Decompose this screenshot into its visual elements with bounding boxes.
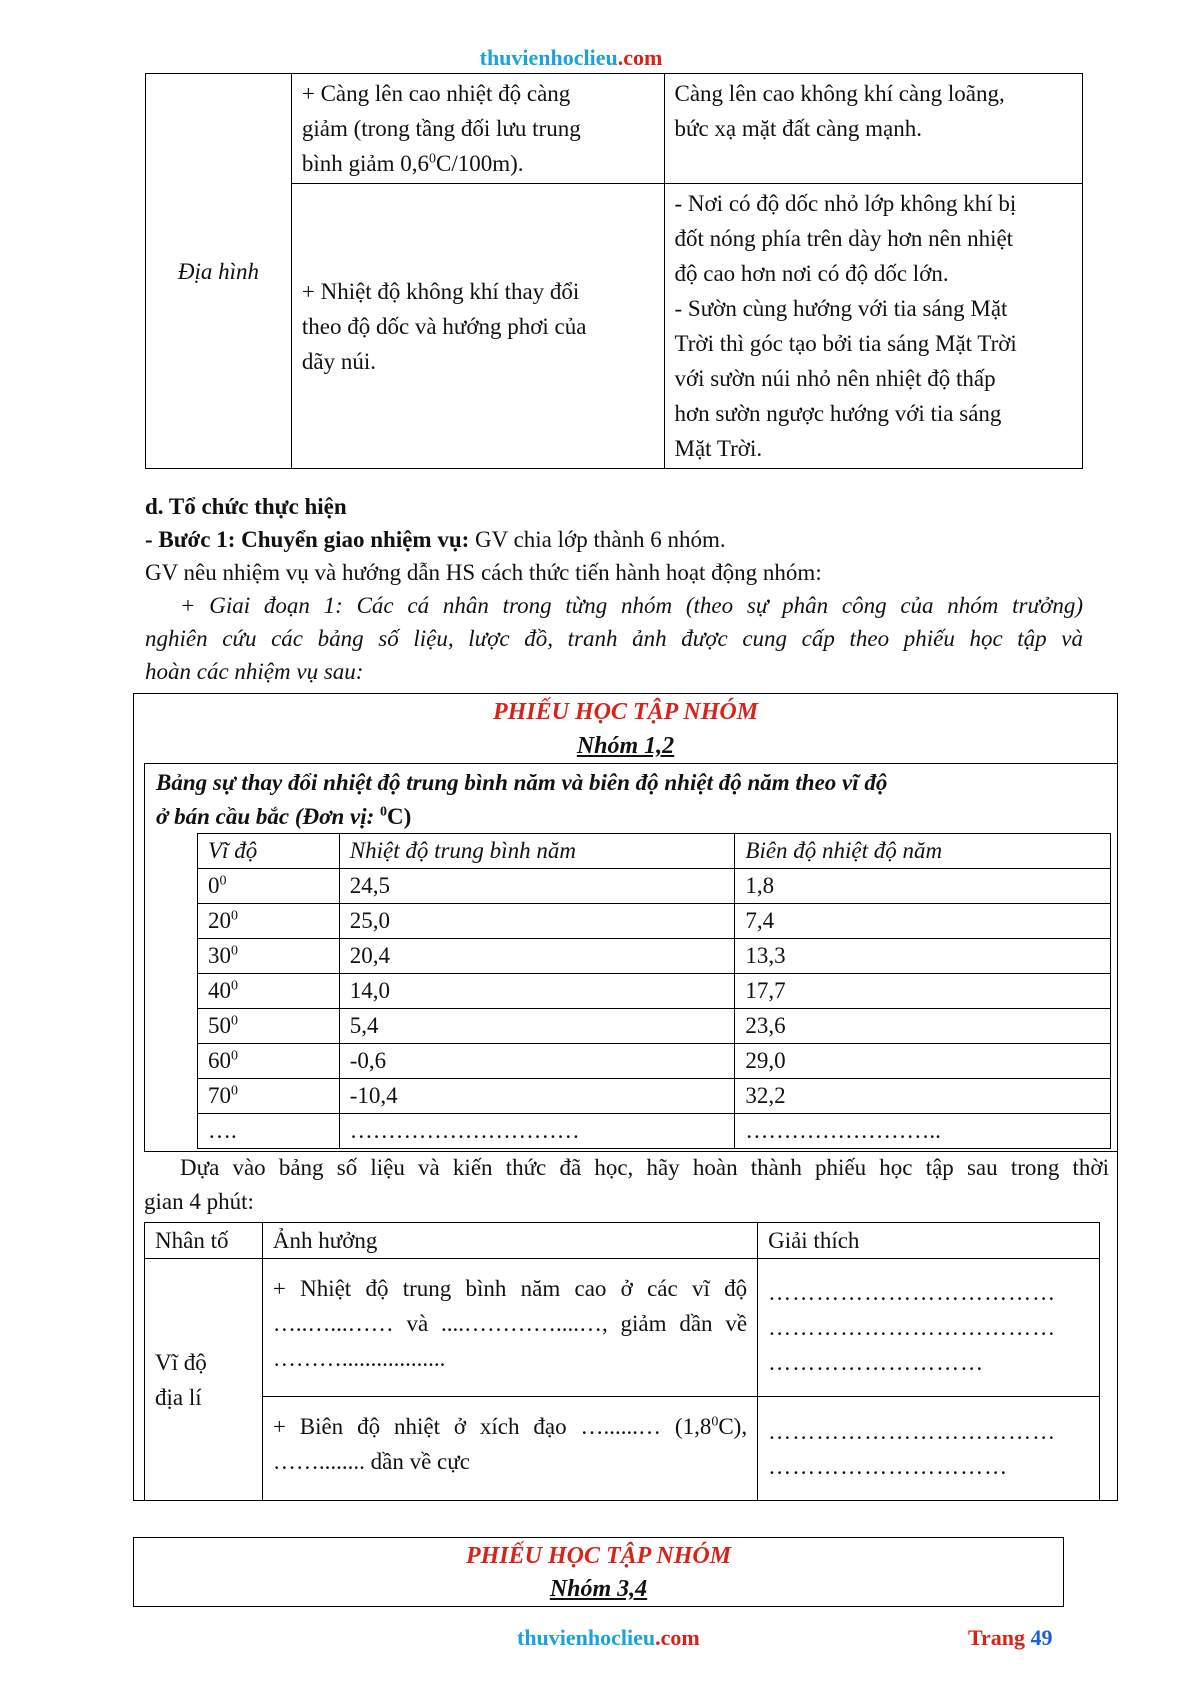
site-name-part1: thuvienhoclieu xyxy=(479,45,618,70)
task-instruction xyxy=(144,1151,1109,1219)
effect-line: + Biên độ nhiệt ở xích đạo …......… $(1,8^0C)$, xyxy=(272,1414,748,1439)
phase1-line: nghiên cứu các bảng số liệu, lược đồ, tranh ảnh được cung cấp theo phiếu học tập và xyxy=(145,626,1083,651)
step1-line xyxy=(145,523,1083,556)
page-number xyxy=(968,1625,1053,1651)
explain-line: - Sườn cùng hướng với tia sáng Mặt xyxy=(674,296,1008,321)
col-header-avg-temp: Nhiệt độ trung bình năm xyxy=(339,834,735,869)
section-heading: d. Tổ chức thực hiện xyxy=(145,494,347,519)
effect-cell xyxy=(291,184,664,469)
explain-cell xyxy=(664,74,1083,184)
factor-line: địa lí xyxy=(155,1384,202,1410)
instruction-line: Dựa vào bảng số liệu và kiến thức đã học, hãy hoàn thành phiếu học tập sau trong thời xyxy=(180,1155,1109,1180)
explain-line: bức xạ mặt đất càng mạnh. xyxy=(674,116,922,141)
explain-line: đốt nóng phía trên dày hơn nên nhiệt xyxy=(674,226,1014,251)
step1-text: GV chia lớp thành 6 nhóm. xyxy=(469,527,726,552)
worksheet-group-1-2 xyxy=(133,693,1118,1501)
table-row: $30^0$ 20,4 13,3 xyxy=(198,939,1111,974)
table-row: $70^0$ -10,4 32,2 xyxy=(198,1079,1111,1114)
table-row: $0^0$ 24,5 1,8 xyxy=(198,869,1111,904)
explain-line: Càng lên cao không khí càng loãng, xyxy=(674,81,1005,106)
effect-line: + Nhiệt độ không khí thay đổi xyxy=(301,278,580,304)
blank-line: ……………………… xyxy=(768,1350,985,1375)
blank-line: ……………………………… xyxy=(768,1280,1057,1305)
effect-line: …..…...…… và ....…………....…, giảm dần về xyxy=(272,1311,748,1336)
caption-line-1: Bảng sự thay đổi nhiệt độ trung bình năm và biên độ nhiệt độ năm theo vĩ độ xyxy=(156,770,888,795)
phase1-line: + Giai đoạn 1: Các cá nhân trong từng nhóm (theo sự phân công của nhóm trưởng) xyxy=(180,593,1083,618)
explain-line: hơn sườn ngược hướng với tia sáng xyxy=(674,401,1002,426)
task-explain-cell xyxy=(758,1397,1100,1501)
site-name-part1: thuvienhoclieu xyxy=(517,1625,656,1650)
table-caption xyxy=(156,766,887,834)
effect-line: ……….................. xyxy=(272,1346,446,1371)
task-table xyxy=(144,1222,1100,1501)
instruction-line: GV nêu nhiệm vụ và hướng dẫn HS cách thức tiến hành hoạt động nhóm: xyxy=(145,560,822,585)
blank-line: ……………………………… xyxy=(768,1418,1057,1444)
site-name-part2: .com xyxy=(655,1625,700,1650)
explain-line: với sườn núi nhỏ nên nhiệt độ thấp xyxy=(674,366,996,391)
page-num: 49 xyxy=(1030,1625,1053,1650)
table-row: $40^0$ 14,0 17,7 xyxy=(198,974,1111,1009)
blank-line: ……………………………… xyxy=(768,1315,1057,1340)
table-header-row xyxy=(198,834,1111,869)
task-factor-cell xyxy=(145,1259,263,1501)
explain-line: Mặt Trời. xyxy=(674,436,763,461)
effect-line: dãy núi. xyxy=(301,348,376,374)
table-row: $50^0$ 5,4 23,6 xyxy=(198,1009,1111,1044)
table-row: $20^0$ 25,0 7,4 xyxy=(198,904,1111,939)
worksheet-title: PHIẾU HỌC TẬP NHÓM xyxy=(465,1543,732,1569)
task-header-row xyxy=(145,1223,1100,1259)
explain-line: - Nơi có độ dốc nhỏ lớp không khí bị xyxy=(674,191,1017,216)
effect-line: + Càng lên cao nhiệt độ càng xyxy=(301,81,571,106)
phase1-line: hoàn các nhiệm vụ sau: xyxy=(145,659,364,684)
factor-line: Vĩ độ xyxy=(155,1349,207,1375)
task-effect-cell xyxy=(262,1259,757,1397)
worksheet-group-3-4 xyxy=(133,1537,1064,1607)
effect-line: + Nhiệt độ trung bình năm cao ở các vĩ độ xyxy=(272,1276,748,1301)
footer-site-name xyxy=(517,1625,700,1651)
step1-label: - Bước 1: Chuyển giao nhiệm vụ: xyxy=(145,527,470,552)
caption-line-2: ở bán cầu bắc (Đơn vị: $^0$C) xyxy=(156,804,412,829)
factor-terrain: Địa hình xyxy=(177,258,259,284)
explain-line: độ cao hơn nơi có độ dốc lớn. xyxy=(674,261,949,286)
effect-cell xyxy=(291,74,664,184)
header-site-name xyxy=(0,45,1142,71)
terrain-table xyxy=(145,73,1083,469)
effect-line: theo độ dốc và hướng phơi của xyxy=(301,313,587,339)
worksheet-group-label: Nhóm 1,2 xyxy=(576,733,675,759)
page-label: Trang xyxy=(968,1625,1031,1650)
instruction-line: gian 4 phút: xyxy=(144,1189,254,1214)
col-header-explain: Giải thích xyxy=(758,1223,1100,1259)
col-header-factor: Nhân tố xyxy=(145,1223,263,1259)
col-header-amplitude: Biên độ nhiệt độ năm xyxy=(735,834,1111,869)
factor-cell xyxy=(146,74,292,469)
blank-line: ………………………… xyxy=(768,1453,1009,1479)
effect-line: ……........ dần về cực xyxy=(272,1449,470,1474)
worksheet-title: PHIẾU HỌC TẬP NHÓM xyxy=(492,699,759,725)
explain-line: Trời thì góc tạo bởi tia sáng Mặt Trời xyxy=(674,331,1017,356)
explain-cell xyxy=(664,184,1083,469)
table-row: …. ………………………… …………………….. xyxy=(198,1114,1111,1149)
effect-line: giảm (trong tầng đối lưu trung xyxy=(301,116,581,141)
task-effect-cell xyxy=(262,1397,757,1501)
col-header-latitude: Vĩ độ xyxy=(198,834,340,869)
task-explain-cell xyxy=(758,1259,1100,1397)
effect-line: bình giảm $0,6^0C/100m$). xyxy=(301,151,524,176)
worksheet-group-label: Nhóm 3,4 xyxy=(549,1576,648,1602)
site-name-part2: .com xyxy=(617,45,663,70)
col-header-effect: Ảnh hưởng xyxy=(262,1223,757,1259)
latitude-temperature-table xyxy=(197,833,1111,1149)
table-row: $60^0$ -0,6 29,0 xyxy=(198,1044,1111,1079)
section-body xyxy=(145,490,1083,688)
